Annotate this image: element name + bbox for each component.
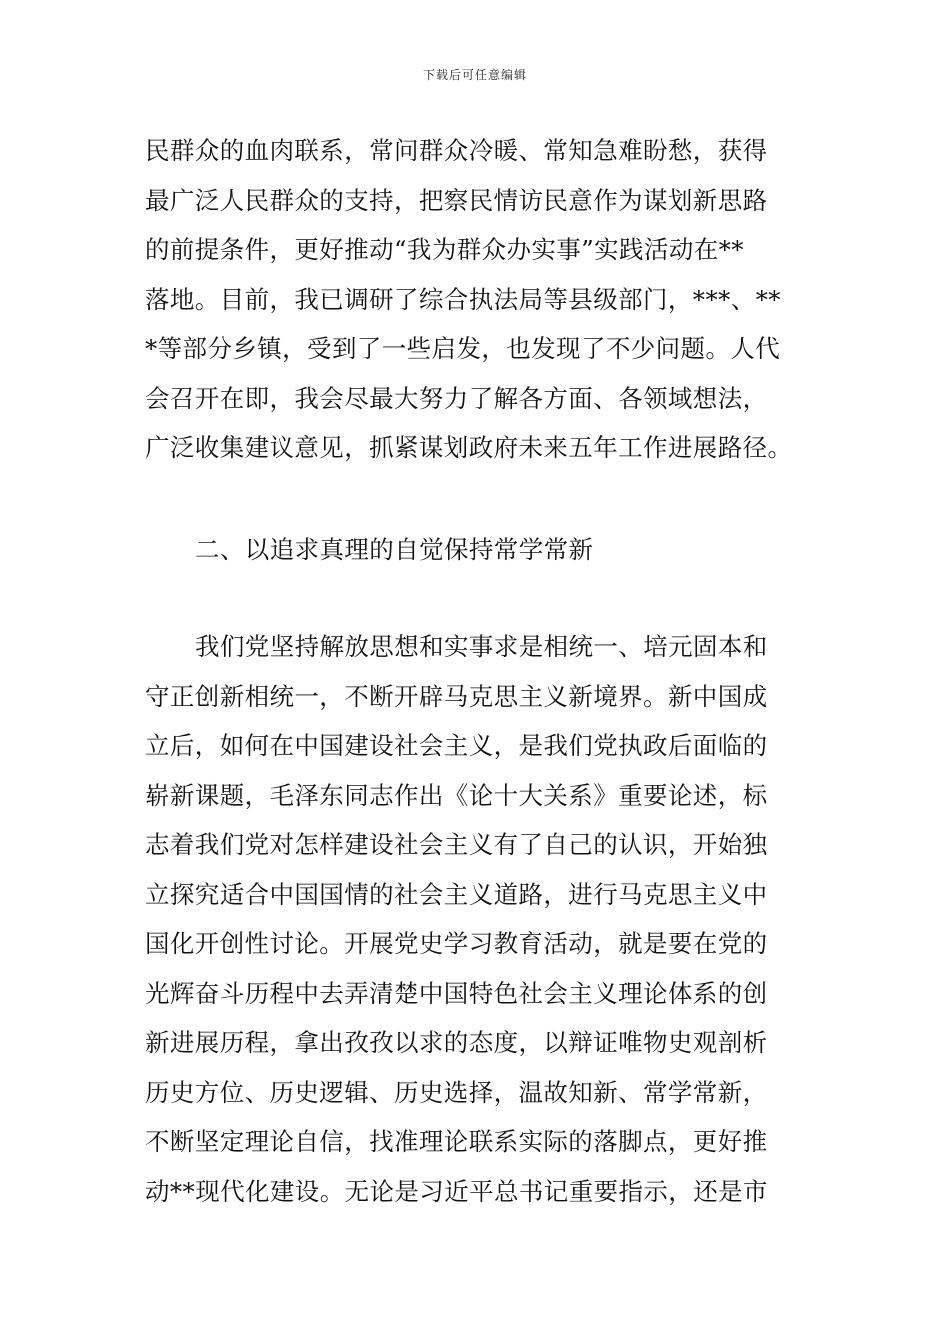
paragraph-line: 历史方位、历史逻辑、历史选择，温故知新、常学常新，: [145, 1077, 768, 1107]
paragraph-line: 立后，如何在中国建设社会主义，是我们党执政后面临的: [145, 731, 768, 760]
paragraph-line: 新进展历程，拿出孜孜以求的态度，以辩证唯物史观剖析: [145, 1028, 768, 1057]
paragraph-line: 光辉奋斗历程中去弄清楚中国特色社会主义理论体系的创: [145, 978, 768, 1008]
paragraph-line: 国化开创性讨论。开展党史学习教育活动，就是要在党的: [145, 929, 768, 958]
page-header: 下载后可任意编辑: [422, 68, 527, 82]
paragraph-line: 不断坚定理论自信，找准理论联系实际的落脚点，更好推: [145, 1127, 768, 1156]
paragraph-line: 最广泛人民群众的支持，把察民情访民意作为谋划新思路: [145, 185, 768, 215]
paragraph-line: 守正创新相统一，不断开辟马克思主义新境界。新中国成: [145, 681, 768, 711]
paragraph-line: 立探究适合中国国情的社会主义道路，进行马克思主义中: [145, 879, 768, 909]
paragraph-line: 落地。目前，我已调研了综合执法局等县级部门，***、**: [145, 284, 781, 314]
paragraph-line: 的前提条件，更好推动“我为群众办实事”实践活动在**: [145, 235, 744, 264]
paragraph-line: 志着我们党对怎样建设社会主义有了自己的认识，开始独: [145, 830, 768, 859]
paragraph-line: 会召开在即，我会尽最大努力了解各方面、各领域想法，: [145, 383, 768, 413]
paragraph-line: *等部分乡镇，受到了一些启发，也发现了不少问题。人代: [145, 334, 781, 363]
paragraph-2: [145, 622, 810, 1216]
paragraph-line: 民群众的血肉联系，常问群众冷暖、常知急难盼愁，获得: [145, 136, 768, 165]
paragraph-line: 崭新课题，毛泽东同志作出《论十大关系》重要论述，标: [145, 780, 768, 810]
section-heading: 二、以追求真理的自觉保持常学常新: [195, 535, 594, 564]
paragraph-line: 广泛收集建议意见，抓紧谋划政府未来五年工作进展路径。: [145, 433, 793, 462]
paragraph-1: [145, 126, 810, 473]
paragraph-line: 我们党坚持解放思想和实事求是相统一、培元固本和: [195, 632, 768, 661]
paragraph-line: 动**现代化建设。无论是习近平总书记重要指示，还是市: [145, 1176, 768, 1206]
